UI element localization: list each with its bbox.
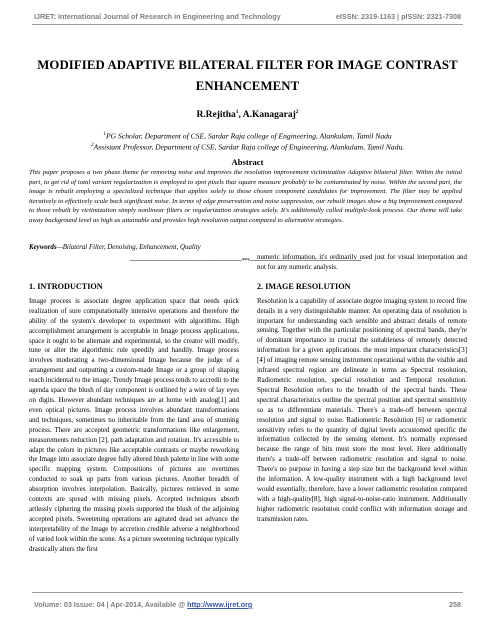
paper-title: [24, 55, 471, 97]
page-number: 258: [449, 600, 461, 609]
author-2: A.Kanagaraj: [242, 110, 296, 121]
issn: eISSN: 2319-1163 | pISSN: 2321-7308: [335, 12, 461, 21]
journal-link[interactable]: http://www.ijret.org: [187, 600, 253, 609]
footer-volume: [34, 600, 252, 609]
keywords-dash: —: [56, 244, 63, 251]
introduction-body: Image process is associate degree application space that needs quick realization of sure computationally intensive operations and therefore the ability of the system's developer to experiment with algorithms. High accomplishment arrangement is acceptable in Image process applications, space it ought to be alternate and experimental, so the creator will modify, tune or alter the algorithmic rule speedily and handily. Image process involves moderating a two-dimensional Image because the judge of a arrangement and outputting a custom-made Image or a group of shaping reach incidental to the image. Trendy Image process tends to accredit to the agenda space the blush of day component is outlined by a wire of lay eyes on digits. However abundant techniques are at home with analog[1] and even optical pictures. Image process involves abundant transformations and techniques, sometimes no inheritable from the land area of stunning process. There are accepted geometric transformations like enlargement, measurements reduction [2], path adaptation and rotation. It's accessible to adapt the colors in pictures like acceptable contrasts or maybe reworking the Image into associate degree fully altered blush palette in line with some specific mapping system. Compositions of pictures are overtimes conducted to soak up parts from various pictures. Another breadth of absorption involves interpolation. Basically, pictures retrieved in some contexts are spread with missing pixels. Accepted techniques absorb artlessly ciphering the missing pixels supported the blush of the adjoining accepted pixels. Sweetening operations are agitated dead set advance the interpretability of the Image by accretion credible adverse a neighborhood of varied look within the scene. As a picture sweetening technique typically drastically alters the first: [29, 296, 239, 553]
author-list: [0, 109, 495, 120]
author-1: R.Rejitha: [196, 110, 236, 121]
introduction-heading: 1. INTRODUCTION: [29, 282, 103, 291]
running-footer: [34, 600, 461, 609]
keywords-text: Bilateral Filter, Denoising, Enhancement, Quality: [62, 244, 201, 251]
author-separator: ,: [238, 110, 243, 121]
image-resolution-heading: 2. IMAGE RESOLUTION: [257, 281, 351, 291]
title-line-1: MODIFIED ADAPTIVE BILATERAL FILTER FOR IMAGE CONTRAST: [37, 58, 458, 72]
title-line-2: ENHANCEMENT: [195, 79, 300, 93]
affiliation-1-sup: 1: [103, 131, 106, 137]
affiliation-2-text: Assistant Professor, Department of CSE, Sardar Raja college of Engineering, Alankulam, Tamil Nadu.: [93, 142, 405, 152]
footer-rule: [32, 592, 463, 593]
journal-name: IJRET: International Journal of Research in Engineering and Technology: [34, 12, 281, 21]
introduction-continued: numeric information, it's ordinarily used just for visual interpretation and not for any numeric analysis.: [257, 253, 467, 271]
keywords-label: Keywords: [29, 244, 57, 251]
author-2-sup: 2: [295, 109, 299, 115]
image-resolution-body: Resolution is a capability of associate degree imaging system to record fine details in a very distinguishable manner. An operating data of resolution is important for understanding each sensible and abstract details of remote sensing. Together with the particular positioning of spectral bands, they're of dominant importance in crucial the suitableness of remotely detected information for a given applications. the most important characteristics[3][4] of imaging remote sensing instrument operational within the visible and infrared spectral region are delineate in terms as Spectral resolution, Radiometric resolution, special resolution and Temporal resolution. Spectral Resolution refers to the breadth of the spectral bands. These spectral characteristics outline the spectral position and spectral sensitivity so as to differentiate materials. There's a trade-off between spectral resolution and signal to noise. Radiometric Resolution [6] or radiometric sensitivity refers to the quantity of digital levels accustomed specific the information collected by the sensing element. It's normally expressed because the range of bits must store the most level. Here additionally there's a trade-off between radiometric resolution and signal to noise. There's no purpose in having a step size but the background level within the information. A low-quality instrument with a high background level would essentially, therefore, have a lower radiometric resolution compared with a high-quality[8], high signal-to-noise-ratio instrument. Additionally higher radiometric resolution could conflict with information storage and transmission rates.: [257, 296, 467, 523]
right-column: [257, 253, 467, 532]
affiliation-1-text: PG Scholar, Department of CSE, Sardar Raja college of Engineering, Alankulam, Tamil Nadu: [106, 131, 392, 141]
abstract-heading: Abstract: [231, 157, 264, 167]
abstract-body: This paper proposes a two phase theme for removing noise and improves the resolution improvement victimization Adaptive bilateral filter. Within the initial part, to get rid of total variant regularization is employed to spot pixels that square measure probably to be contaminated by noise. Within the second part, the image is rebuilt employing a specialized technique that applies solely to those chosen component candidates for improvement. The filter may be applied iteratively to effectively scale back significant noise. In terms of edge preservation and noise suppression, our rebuilt images show a big improvement compared to those rebuilt by victimization simply nonlinear filters or regularization strategies solely. It's additionally called multiple-look process. Our theme will take away background level as high as attainable and provides high resolution output compared to alternative strategies.: [29, 169, 462, 224]
author-1-sup: 1: [235, 109, 239, 115]
affiliation-2-sup: 2: [90, 142, 94, 148]
header-rule: [32, 24, 463, 25]
footer-volume-text: Volume: 03 Issue: 04 | Apr-2014, Available @: [34, 600, 188, 609]
keywords-line: [29, 244, 462, 251]
left-column: [29, 282, 239, 561]
affiliation-2: [20, 140, 475, 153]
running-header: [34, 12, 461, 21]
section-separator: ----------------------------------------------------------------------***----------------------------------------------------------------------: [129, 258, 362, 264]
